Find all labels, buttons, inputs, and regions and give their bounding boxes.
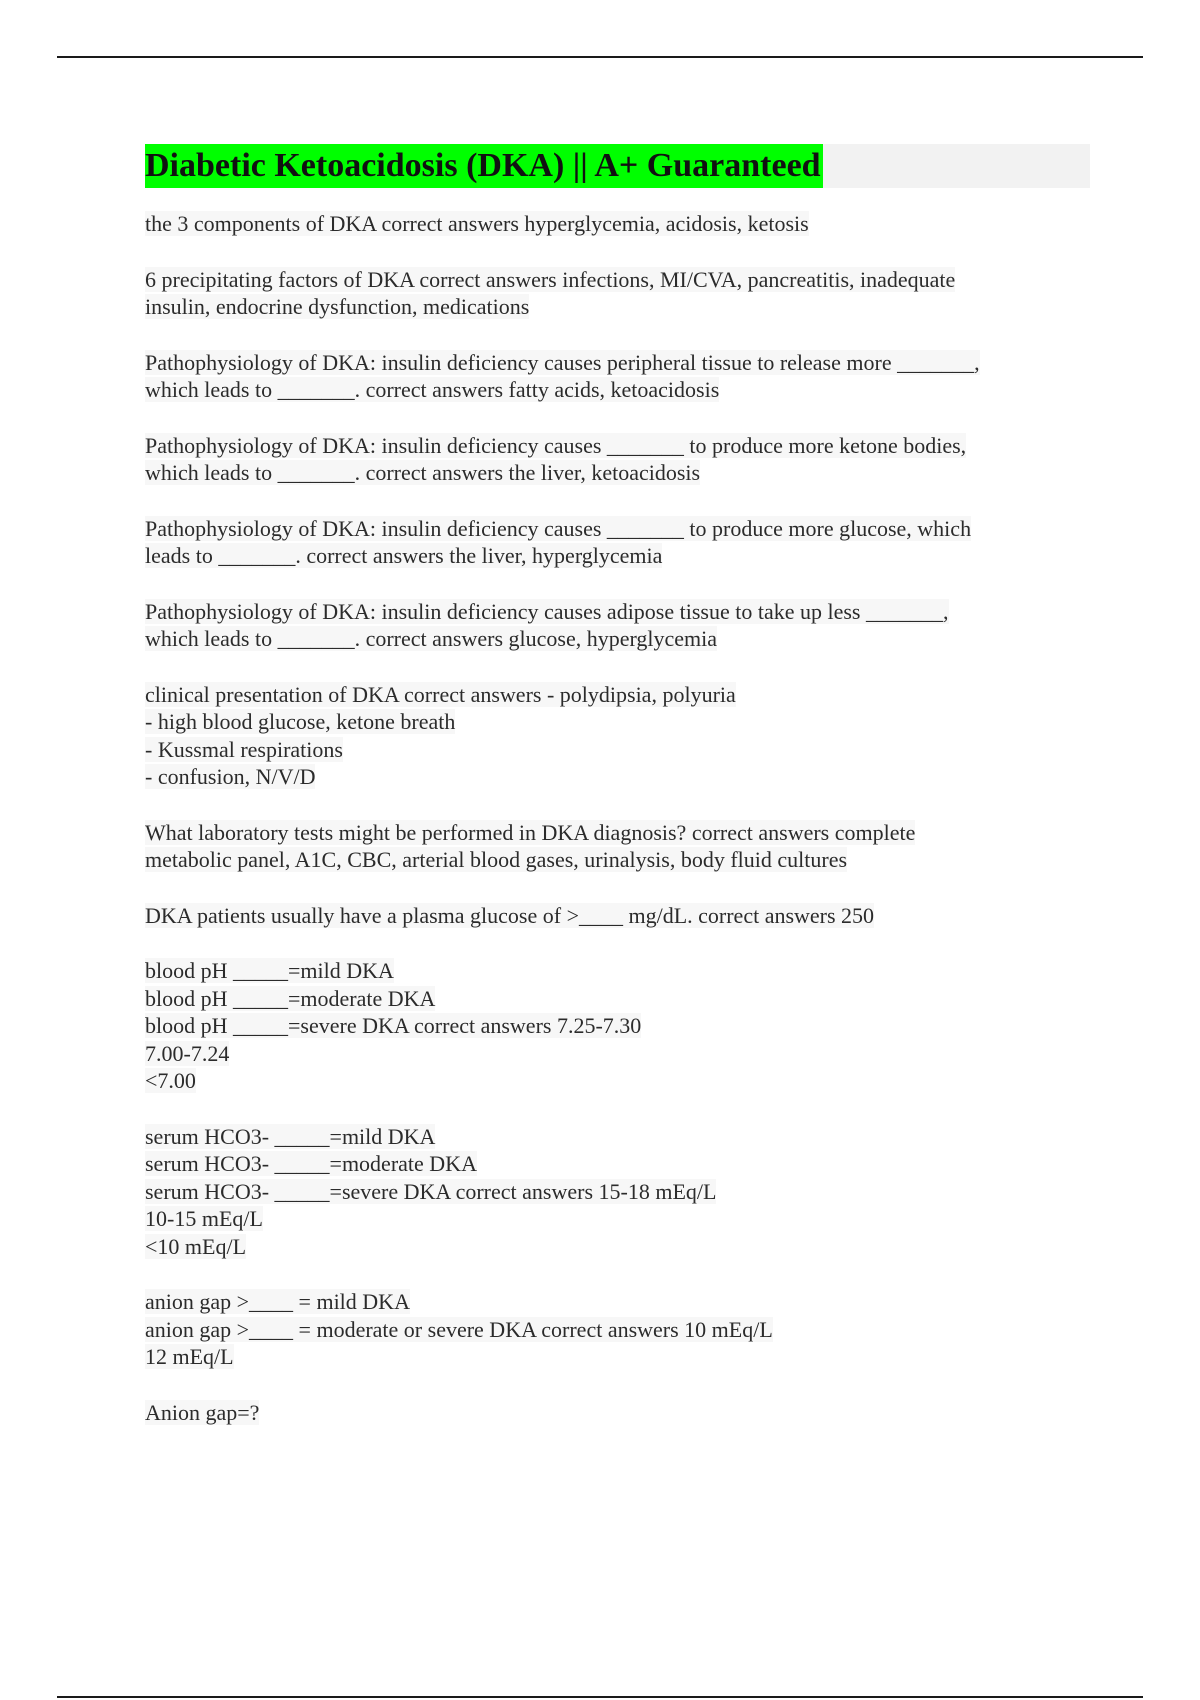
card-line: serum HCO3- _____=severe DKA correct answers 15-18 mEq/L [145, 1178, 717, 1204]
card-line: Pathophysiology of DKA: insulin deficiency causes adipose tissue to take up less _______, [145, 598, 949, 624]
card-line: <7.00 [145, 1068, 196, 1093]
card-line: insulin, endocrine dysfunction, medications [145, 294, 530, 319]
top-rule [57, 56, 1143, 58]
flashcard [145, 902, 1090, 930]
flashcard [145, 957, 1090, 1095]
card-line: which leads to _______. correct answers glucose, hyperglycemia [145, 626, 718, 651]
card-line: Pathophysiology of DKA: insulin deficiency causes _______ to produce more ketone bodies, [145, 432, 967, 458]
card-line: which leads to _______. correct answers the liver, ketoacidosis [145, 460, 701, 485]
flashcard [145, 515, 1090, 570]
flashcard [145, 432, 1090, 487]
title-row [145, 144, 1090, 188]
card-line: - Kussmal respirations [145, 736, 343, 762]
flashcard [145, 210, 1090, 238]
card-line: DKA patients usually have a plasma glucose of >____ mg/dL. correct answers 250 [145, 902, 875, 928]
card-line: Pathophysiology of DKA: insulin deficiency causes peripheral tissue to release more _______, [145, 349, 980, 375]
flashcard [145, 349, 1090, 404]
card-line: What laboratory tests might be performed in DKA diagnosis? correct answers complete [145, 819, 916, 845]
card-line: <10 mEq/L [145, 1233, 247, 1259]
card-line: Anion gap=? [145, 1399, 260, 1425]
card-line: 12 mEq/L [145, 1344, 234, 1369]
flashcard [145, 681, 1090, 791]
card-line: serum HCO3- _____=mild DKA [145, 1123, 436, 1149]
flashcard [145, 1123, 1090, 1261]
flashcard [145, 1288, 1090, 1371]
card-line: clinical presentation of DKA correct answers - polydipsia, polyuria [145, 681, 736, 707]
card-line: blood pH _____=mild DKA [145, 958, 394, 983]
flashcard [145, 1399, 1090, 1427]
card-line: metabolic panel, A1C, CBC, arterial blood gases, urinalysis, body fluid cultures [145, 847, 848, 872]
card-line: - confusion, N/V/D [145, 764, 316, 789]
flashcard [145, 266, 1090, 321]
flashcard [145, 598, 1090, 653]
card-line: 7.00-7.24 [145, 1040, 230, 1066]
card-line: - high blood glucose, ketone breath [145, 709, 456, 734]
card-line: 10-15 mEq/L [145, 1206, 263, 1231]
flashcard [145, 819, 1090, 874]
card-line: blood pH _____=moderate DKA [145, 985, 436, 1011]
card-line: the 3 components of DKA correct answers hyperglycemia, acidosis, ketosis [145, 211, 809, 236]
card-line: which leads to _______. correct answers fatty acids, ketoacidosis [145, 377, 720, 402]
card-line: anion gap >____ = mild DKA [145, 1289, 410, 1314]
card-line: serum HCO3- _____=moderate DKA [145, 1151, 477, 1176]
card-line: leads to _______. correct answers the liver, hyperglycemia [145, 543, 663, 568]
card-line: 6 precipitating factors of DKA correct answers infections, MI/CVA, pancreatitis, inadequate [145, 266, 956, 292]
document-body [145, 144, 1090, 1454]
card-line: Pathophysiology of DKA: insulin deficiency causes _______ to produce more glucose, which [145, 515, 972, 541]
card-line: blood pH _____=severe DKA correct answers 7.25-7.30 [145, 1013, 642, 1038]
bottom-rule [57, 1696, 1143, 1698]
document-title: Diabetic Ketoacidosis (DKA) || A+ Guaranteed [145, 144, 823, 188]
card-line: anion gap >____ = moderate or severe DKA correct answers 10 mEq/L [145, 1316, 773, 1342]
